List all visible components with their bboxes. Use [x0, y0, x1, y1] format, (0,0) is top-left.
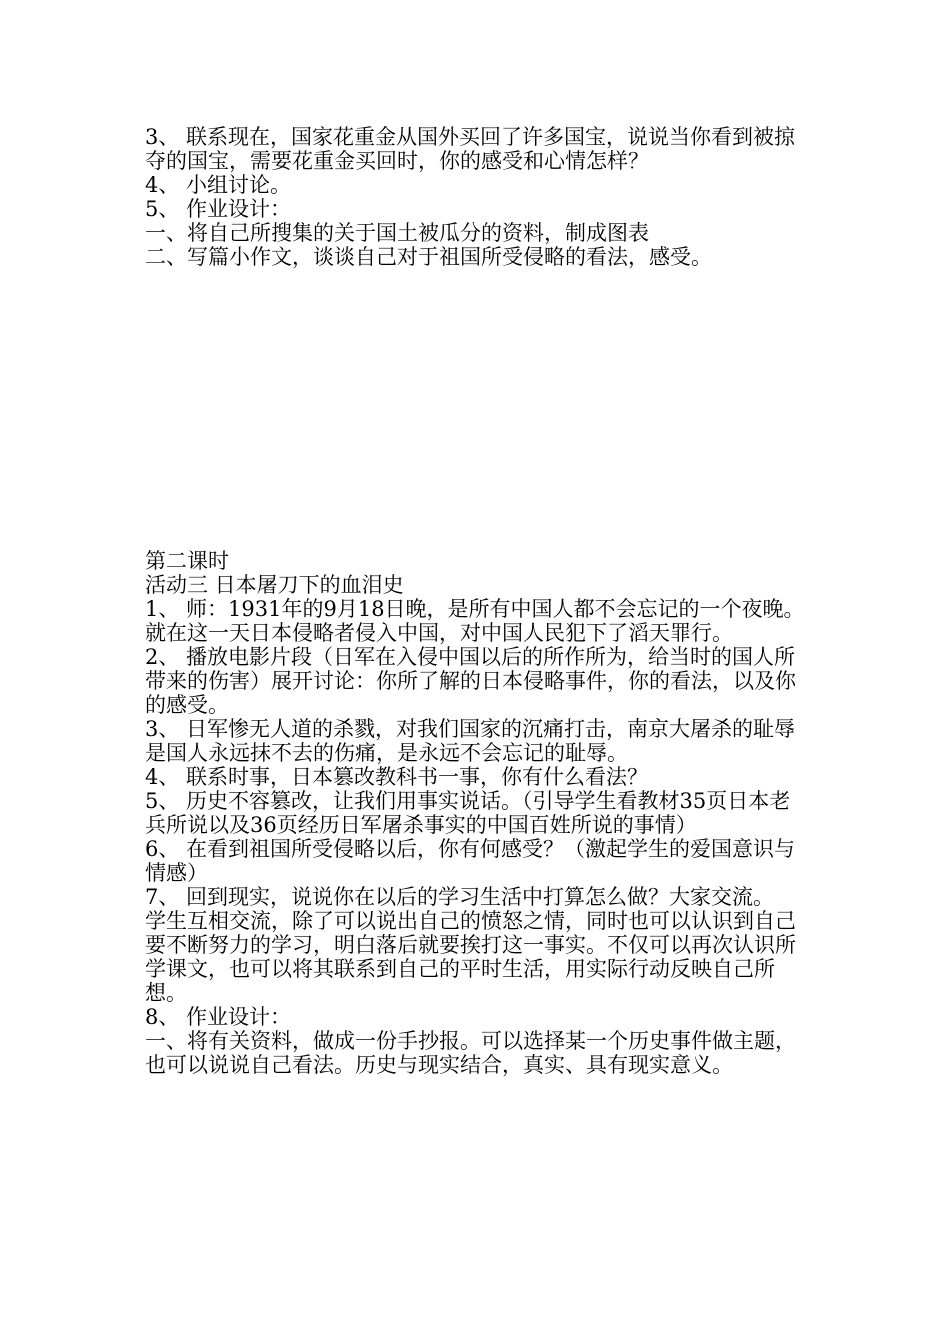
homework-item-1: 一、将有关资料，做成一份手抄报。可以选择某一个历史事件做主题，也可以说说自己看法。历史与现实结合，真实、具有现实意义。 — [145, 1029, 796, 1077]
paragraph-item-2: 2、 播放电影片段（日军在入侵中国以后的所作所为，给当时的国人所带来的伤害）展开讨论：你所了解的日本侵略事件，你的看法，以及你的感受。 — [145, 645, 796, 717]
homework-item-2: 二、写篇小作文，谈谈自己对于祖国所受侵略的看法，感受。 — [145, 245, 712, 269]
paragraph-item-5: 5、 历史不容篡改，让我们用事实说话。（引导学生看教材35页日本老兵所说以及36页经历日军屠杀事实的中国百姓所说的事情） — [145, 789, 791, 837]
paragraph-item-4: 4、 小组讨论。 — [145, 173, 292, 197]
homework-item-1: 一、将自己所搜集的关于国土被瓜分的资料，制成图表 — [145, 221, 649, 245]
paragraph-item-7: 7、 回到现实，说说你在以后的学习生活中打算怎么做？大家交流。 — [145, 885, 775, 909]
lesson-title: 第二课时 — [145, 549, 229, 573]
discussion-paragraph: 学生互相交流，除了可以说出自己的愤怒之情，同时也可以认识到自己要不断努力的学习，明白落后就要挨打这一事实。不仅可以再次认识所学课文，也可以将其联系到自己的平时生活，用实际行动反映自己所想。 — [145, 909, 796, 1005]
paragraph-item-4: 4、 联系时事，日本篡改教科书一事，你有什么看法？ — [145, 765, 649, 789]
paragraph-item-3: 3、 日军惨无人道的杀戮，对我们国家的沉痛打击，南京大屠杀的耻辱是国人永远抹不去的伤痛，是永远不会忘记的耻辱。 — [145, 717, 796, 765]
paragraph-item-5: 5、 作业设计： — [145, 197, 292, 221]
paragraph-item-1: 1、 师：1931年的9月18日晚，是所有中国人都不会忘记的一个夜晚。就在这一天日本侵略者侵入中国，对中国人民犯下了滔天罪行。 — [145, 597, 805, 645]
paragraph-item-8: 8、 作业设计： — [145, 1005, 292, 1029]
paragraph-item-3: 3、 联系现在，国家花重金从国外买回了许多国宝，说说当你看到被掠夺的国宝，需要花重金买回时，你的感受和心情怎样？ — [145, 125, 796, 173]
section-lesson-two — [145, 549, 810, 1077]
activity-title: 活动三 日本屠刀下的血泪史 — [145, 573, 404, 597]
section-lesson-one-continued — [145, 125, 810, 269]
paragraph-item-6: 6、 在看到祖国所受侵略以后，你有何感受？（激起学生的爱国意识与情感） — [145, 837, 796, 885]
